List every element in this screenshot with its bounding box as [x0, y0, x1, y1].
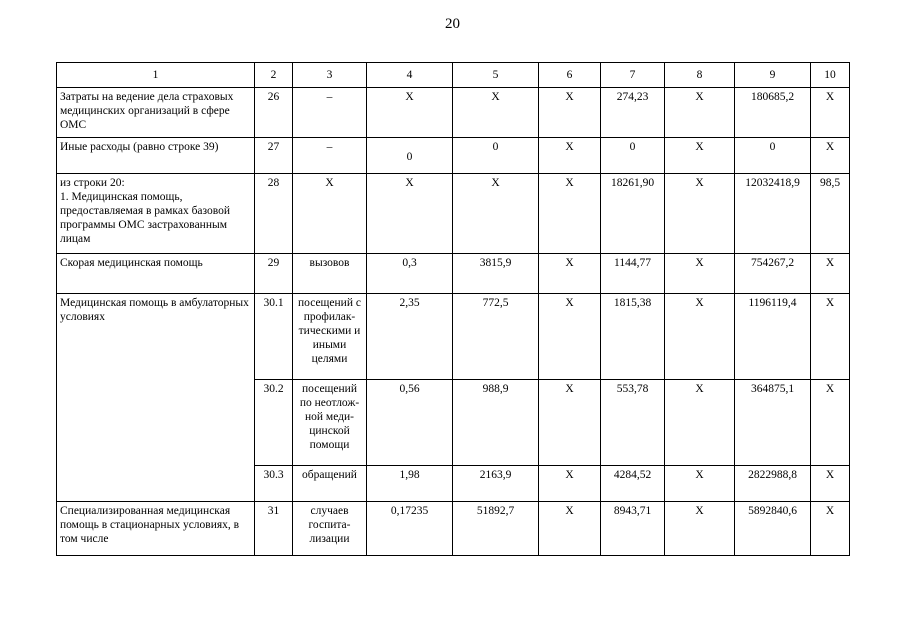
row-name-line: 1. Медицинская помощь, предоставляемая в рамках базовой программы ОМС застрахованным лицам	[60, 191, 231, 245]
table-row	[57, 502, 850, 556]
unit-cell: Х	[293, 174, 367, 254]
value-cell: 0	[453, 138, 539, 174]
value-cell: 754267,2	[735, 254, 811, 294]
row-number: 29	[255, 254, 293, 294]
row-number: 31	[255, 502, 293, 556]
value-cell: 553,78	[601, 380, 665, 466]
value-cell: 2163,9	[453, 466, 539, 502]
value-cell: Х	[539, 380, 601, 466]
value-cell: 1815,38	[601, 294, 665, 380]
column-header: 1	[57, 63, 255, 88]
column-header: 5	[453, 63, 539, 88]
row-name: Медицинская помощь в амбулаторных условиях	[57, 294, 255, 502]
row-number: 30.3	[255, 466, 293, 502]
row-name: Специализированная медицинская помощь в стационарных условиях, в том числе	[57, 502, 255, 556]
value-cell: Х	[539, 294, 601, 380]
value-cell: Х	[665, 254, 735, 294]
value-cell: Х	[665, 380, 735, 466]
value-cell: Х	[539, 138, 601, 174]
column-header: 9	[735, 63, 811, 88]
row-number: 28	[255, 174, 293, 254]
unit-cell: –	[293, 88, 367, 138]
financing-table	[56, 62, 850, 556]
table-row	[57, 174, 850, 254]
value-cell: 51892,7	[453, 502, 539, 556]
row-number: 30.1	[255, 294, 293, 380]
value-cell: Х	[539, 174, 601, 254]
value-cell: Х	[811, 138, 850, 174]
unit-cell: посещений с профилак-тическими и иными целями	[293, 294, 367, 380]
value-cell: Х	[665, 174, 735, 254]
value-cell: Х	[453, 88, 539, 138]
column-header: 2	[255, 63, 293, 88]
unit-cell: случаев госпита-лизации	[293, 502, 367, 556]
column-header: 10	[811, 63, 850, 88]
value-cell: Х	[367, 88, 453, 138]
value-cell: 0	[735, 138, 811, 174]
row-name	[57, 174, 255, 254]
value-cell: 8943,71	[601, 502, 665, 556]
value-cell: 988,9	[453, 380, 539, 466]
value-cell: Х	[665, 502, 735, 556]
value-cell: 18261,90	[601, 174, 665, 254]
value-cell: Х	[367, 174, 453, 254]
unit-cell: обращений	[293, 466, 367, 502]
table-row	[57, 138, 850, 174]
value-cell: 1144,77	[601, 254, 665, 294]
header-row	[57, 63, 850, 88]
value-cell: 0	[601, 138, 665, 174]
value-cell: 364875,1	[735, 380, 811, 466]
value-cell: Х	[539, 88, 601, 138]
table-row	[57, 294, 850, 380]
value-cell: 772,5	[453, 294, 539, 380]
column-header: 6	[539, 63, 601, 88]
value-cell	[367, 138, 453, 174]
column-header: 7	[601, 63, 665, 88]
table-row	[57, 88, 850, 138]
value-cell: 1196119,4	[735, 294, 811, 380]
value-cell: Х	[811, 502, 850, 556]
table-row	[57, 254, 850, 294]
unit-cell: посещений по неотлож-ной меди-цинской помощи	[293, 380, 367, 466]
column-header: 3	[293, 63, 367, 88]
unit-cell: –	[293, 138, 367, 174]
value-cell: Х	[811, 88, 850, 138]
value-cell: 98,5	[811, 174, 850, 254]
value-cell: Х	[665, 294, 735, 380]
value-cell: Х	[811, 466, 850, 502]
value-cell: 180685,2	[735, 88, 811, 138]
page-number: 20	[445, 16, 460, 32]
value-cell: 0,56	[367, 380, 453, 466]
unit-cell: вызовов	[293, 254, 367, 294]
value-cell: 12032418,9	[735, 174, 811, 254]
column-header: 4	[367, 63, 453, 88]
value-cell: 1,98	[367, 466, 453, 502]
row-number: 26	[255, 88, 293, 138]
value-cell: Х	[665, 138, 735, 174]
value-text: 0	[406, 151, 413, 163]
value-cell: Х	[453, 174, 539, 254]
column-header: 8	[665, 63, 735, 88]
value-cell: Х	[539, 466, 601, 502]
value-cell: Х	[665, 88, 735, 138]
value-cell: 2822988,8	[735, 466, 811, 502]
value-cell: 3815,9	[453, 254, 539, 294]
value-cell: Х	[665, 466, 735, 502]
row-name: Скорая медицинская помощь	[57, 254, 255, 294]
row-number: 30.2	[255, 380, 293, 466]
row-name-line: из строки 20:	[60, 177, 125, 189]
value-cell: 0,3	[367, 254, 453, 294]
value-cell: 5892840,6	[735, 502, 811, 556]
value-cell: 2,35	[367, 294, 453, 380]
value-cell: Х	[811, 294, 850, 380]
value-cell: Х	[811, 254, 850, 294]
row-name: Затраты на ведение дела страховых медицинских организаций в сфере ОМС	[57, 88, 255, 138]
value-cell: 0,17235	[367, 502, 453, 556]
value-cell: 4284,52	[601, 466, 665, 502]
row-name: Иные расходы (равно строке 39)	[57, 138, 255, 174]
value-cell: 274,23	[601, 88, 665, 138]
value-cell: Х	[539, 254, 601, 294]
value-cell: Х	[539, 502, 601, 556]
value-cell: Х	[811, 380, 850, 466]
row-number: 27	[255, 138, 293, 174]
